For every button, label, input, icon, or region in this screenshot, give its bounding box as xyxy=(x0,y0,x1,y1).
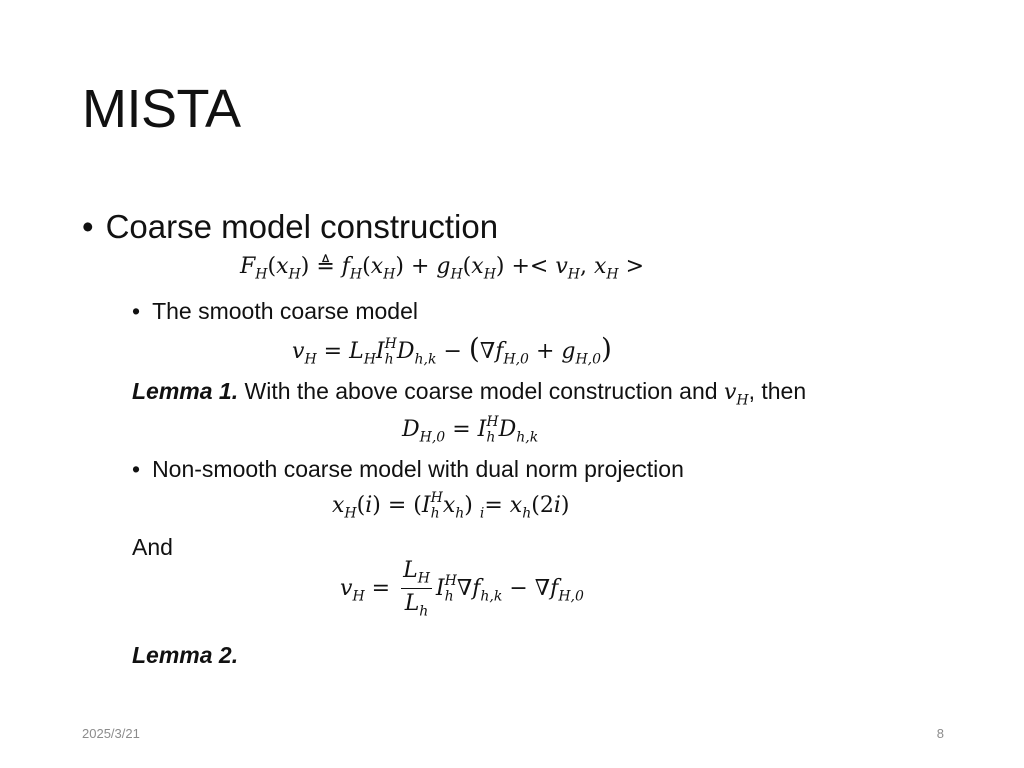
lemma2-label: Lemma 2. xyxy=(132,642,239,668)
equation-projection: $x_H(i) = (I_h^Hx_h)$ $_i= x_h(2i)$ xyxy=(332,490,570,522)
lemma1-paragraph xyxy=(132,378,806,408)
fraction-LH-Lh: $\frac{L_H}{L_h}$ xyxy=(403,558,430,620)
bullet-dot: • xyxy=(132,298,141,324)
bullet-coarse-model xyxy=(82,208,498,246)
lemma2-paragraph xyxy=(132,642,238,669)
equation-lemma1: $D_{H,0} = I_h^HD_{h,k}$ xyxy=(402,414,539,446)
bullet-text: Non-smooth coarse model with dual norm projection xyxy=(152,456,684,482)
sub-bullet-nonsmooth xyxy=(132,456,684,483)
inline-vH: $v_H$ xyxy=(723,380,749,409)
slide-title: MISTA xyxy=(82,79,241,139)
equation-coarse-objective: $F_H(x_H)$ ≜ $f_H(x_H) + g_H(x_H) +< v_H$, $x_H$ > xyxy=(240,254,645,283)
bullet-dot: • xyxy=(82,208,94,245)
sub-bullet-smooth xyxy=(132,298,418,325)
footer-page-number: 8 xyxy=(936,726,944,741)
equation-nonsmooth-vH: $v_H$ = $\frac{L_H}{L_h}$ $I_h^H\nabla f_{h,k} - \nabla f_{H,0}$ xyxy=(340,558,584,620)
lemma1-text-before: With the above coarse model construction and xyxy=(238,378,724,404)
bullet-dot: • xyxy=(132,456,141,482)
footer-date: 2025/3/21 xyxy=(82,726,140,741)
bullet-text: The smooth coarse model xyxy=(152,298,418,324)
equation-smooth-vH: $v_H = L_HI_h^HD_{h,k} - (\nabla f_{H,0} + g_{H,0})$ xyxy=(292,332,612,368)
lemma1-text-after: , then xyxy=(748,378,807,404)
bullet-text: Coarse model construction xyxy=(105,208,499,245)
lemma1-label: Lemma 1. xyxy=(132,378,239,404)
and-text: And xyxy=(132,534,173,560)
